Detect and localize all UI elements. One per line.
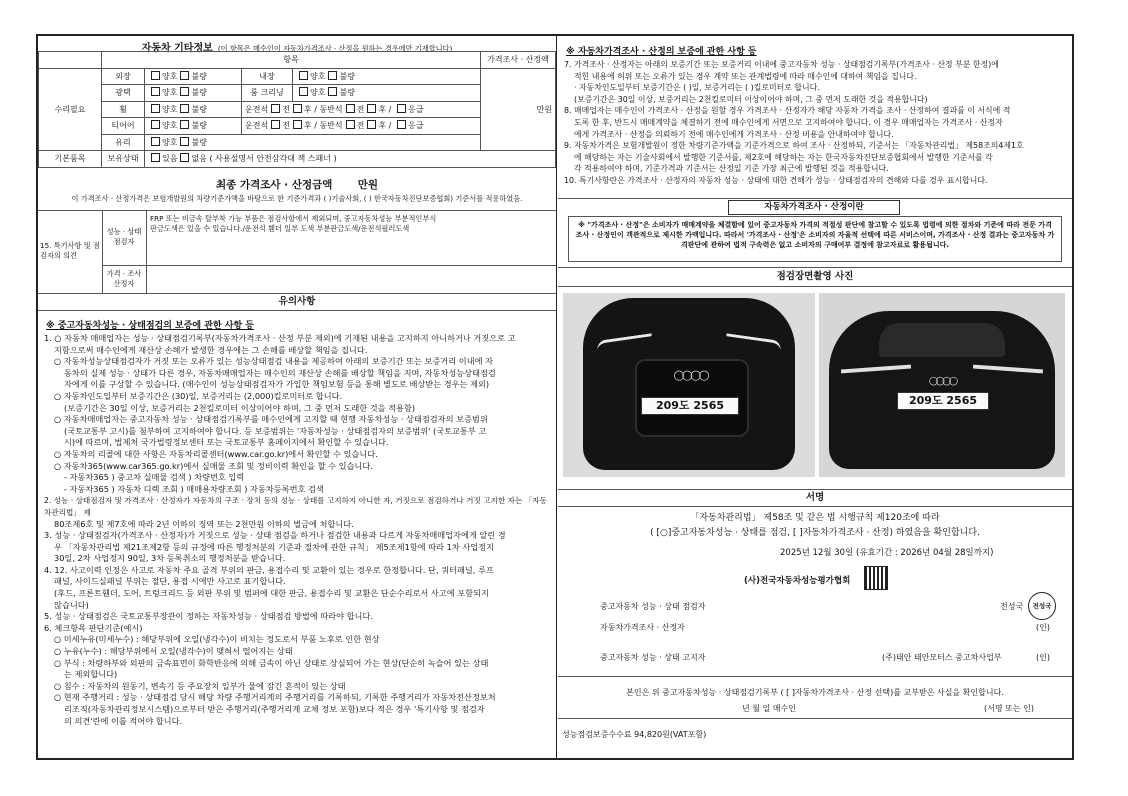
basic-has-text: 있음 (162, 154, 178, 164)
wheel-driver-front-checkbox[interactable] (271, 104, 280, 113)
sign-law-text: 「자동차관리법」 제58조 및 같은 법 시행규칙 제120조에 따라 (690, 513, 940, 523)
inspector-label: 중고자동차 성능 · 상태 점검자 (600, 602, 706, 611)
perf-inspector-text: FRP 또는 비금속 탈부착 가능 부품은 점검사항에서 제외되며, 중고자동차성능 부분적인부식 판금도색은 있을 수 있습니다./운전석 휀더 일부 도색 부분판금도색/운전석필러도색 (150, 214, 437, 233)
gloss-bad-checkbox[interactable] (180, 87, 189, 96)
seal-text: 전성국 (1032, 602, 1052, 610)
final-price-note: 이 가격조사 · 산정가격은 보험개발원의 차량기준가액을 바탕으로 한 기준가격과 ( )기술사회, ( ) 한국자동차진단보증협회) 기준서를 적용하였음. (71, 194, 523, 203)
wheel-bad-checkbox[interactable] (180, 104, 189, 113)
receipt-ack: 본인은 위 중고자동차성능 · 상태점검기록부 ( [ ]자동차가격조사 · 산정 선택)를 교부받은 사실을 확인합니다. (626, 688, 1004, 697)
good-text: 양호 (310, 71, 326, 81)
price-person-label: 자동차가격조사 · 산정자 (600, 623, 685, 632)
left-column (38, 36, 557, 758)
col-item-header: 항목 (102, 52, 481, 69)
audi-rings-icon: ○○○○ (928, 374, 956, 387)
other-info-note: (이 항목은 매수인이 자동차가격조사 · 산정을 원하는 경우에만 기재합니다) (217, 44, 453, 53)
basic-has-checkbox[interactable] (151, 153, 160, 162)
official-seal-icon (1028, 592, 1056, 620)
interior-bad-checkbox[interactable] (328, 71, 337, 80)
price-meaning-text: ※ "가격조사 · 산정"은 소비자가 매매계약을 체결함에 있어 중고자동차 가격의 적절성 판단에 참고할 수 있도록 법령에 의한 절차와 기준에 따라 전문 가격조사 · 산정인이 객관적으로 제시한 가액입니다. 따라서 '가격조사 · 산정'은 소비자의 자율적 선택에 따른 서비스이며, 가격조사 · 산정 결과는 중고자동차 가격판단에 관하여 법적 구속력은 없고 소비자의 구매여부 결정에 참고자료로 활용됩니다. (575, 221, 1055, 249)
inspection-photo-rear (819, 293, 1065, 477)
good-text: 양호 (162, 137, 178, 147)
interior-good-checkbox[interactable] (299, 71, 308, 80)
warranty-item: - 자동차365 ) 자동차 디렉 조회 ) 매매용차량조회 ) 자동차등록번호 검색 (64, 483, 324, 494)
price-person-seal: (인) (1036, 623, 1050, 632)
basic-items-label: 기본품목 (39, 151, 102, 168)
special-notes-block (38, 211, 556, 294)
warranty-item: ○ 자동차365(www.car365.go.kr)에서 실매물 조회 및 정비이력 확인을 할 수 있습니다. (54, 460, 373, 471)
wheel-driver-rear-checkbox[interactable] (293, 104, 302, 113)
warranty-item: - 자동차365 ) 중고차 실매물 검색 ) 차량번호 입력 (64, 472, 245, 483)
price-meaning-title: 자동차가격조사 · 산정이란 (728, 200, 900, 215)
driver-seat-text: 운전석 (245, 104, 269, 114)
warranty-item: ○ 자동차매매업자는 중고자동차 성능 · 상태점검기록부를 매수인에게 고지할 때 현행 자동차성능 · 상태점검자의 보증범위 (54, 414, 488, 425)
price-item: 9. 자동차가격은 보험개발원이 정한 차량기준가액을 기준가격으로 하여 조사 · 산정하되, 기준서는 「자동차관리법」 제58조의4제1호 (564, 141, 1024, 151)
price-item: · 자동차인도일부터 보증기간은 ( )일, 보증거리는 ( )킬로미터로 합니다. (574, 83, 820, 93)
receipt-sign: (서명 또는 인) (984, 704, 1034, 713)
wheel-pass-front-checkbox[interactable] (346, 104, 355, 113)
warranty-item: 1. ○ 자동차 매매업자는 성능 · 상태점검기록부(자동차가격조사 · 산정 부분 제외)에 기재된 내용을 고지하지 아니하거나 거짓으로 고 (44, 333, 516, 343)
rear-text: 후 (303, 121, 312, 131)
final-price-unit: 만원 (357, 179, 378, 191)
good-text: 양호 (310, 88, 326, 98)
warranty-item: 의 의견'란에 이를 적어야 합니다. (64, 715, 183, 726)
warranty-item: (보증기간은 30일 이상, 보증거리는 2천킬로미터 이상이어야 하며, 그 중 먼저 도래한 것을 적용함) (64, 402, 416, 413)
glass-bad-checkbox[interactable] (180, 137, 189, 146)
special-notes-label: 15. 특기사항 및 점검자의 의견 (40, 241, 100, 260)
exterior-label: 외장 (102, 68, 145, 85)
tire-label: 티어어 (102, 118, 145, 135)
rear-window (879, 323, 1005, 357)
right-column (558, 36, 1072, 758)
glass-good-checkbox[interactable] (151, 137, 160, 146)
bad-text: 불량 (339, 71, 355, 81)
wheel-pass-rear-checkbox[interactable] (367, 104, 376, 113)
warranty-item: 시)에 따르며, 법제처 국가법령정보센터 또는 국토교통부 홈페이지에서 확인할 수 있습니다. (64, 437, 389, 448)
perf-inspector-label: 성능 · 상태 점검자 (106, 227, 142, 246)
tire-pass-front-checkbox[interactable] (346, 120, 355, 129)
unit-manwon: 만원 (481, 68, 556, 151)
gloss-label: 광택 (102, 85, 145, 102)
other-info-table: 항목 가격조사 · 산정액 수리필요 외장 양호 불량 내장 양호 불량 만원 광택 양호 불량 룸 크리닝 양호 불량 휠 양호 불량 운전석 전 후 / 동반석 전 후 / 응급 티어어 양호 불량 운전석 전 후 / 동반석 전 후 / 응급 유리 양호 불량 기본품목 보유상태 있음 없음 ( 사용설명서 안전삼각대 잭 스패너 ) (38, 51, 556, 168)
tire-pass-rear-checkbox[interactable] (367, 120, 376, 129)
rear-text: 후 (378, 121, 387, 131)
room-clean-label: 룸 크리닝 (242, 85, 293, 102)
inspector-name: 전성국 (1000, 602, 1024, 611)
photo-title: 점검장면촬영 사진 (558, 267, 1072, 287)
signature-title: 서명 (558, 489, 1072, 507)
front-text: 전 (356, 104, 365, 114)
inspection-photo-front (563, 293, 815, 477)
price-meaning-box (568, 216, 1062, 262)
price-item: 적힌 내용에 허위 또는 오류가 있는 경우 계약 또는 관계법령에 따라 매수인에 대하여 책임을 집니다. (574, 71, 917, 81)
warranty-item: 자에게 이를 구상할 수 있습니다. (매수인이 성능상태점검자가 가입한 책임보험 등을 통해 별도로 배상받는 경우는 제외) (64, 379, 490, 390)
wheel-good-checkbox[interactable] (151, 104, 160, 113)
license-plate: 209도 2565 (897, 392, 989, 410)
warranty-item: 는 제외합니다) (64, 669, 118, 680)
warranty-item: 동차의 실제 성능 · 상태가 다른 경우, 자동차매매업자는 매수인의 재산상 손해를 배상할 책임을 지며, 자동차성능상태점검 (64, 367, 496, 378)
warranty-item: ○ 미세누유(미세누수) : 해당부위에 오일(냉각수)이 비치는 정도로서 부품 노후로 인한 현상 (54, 634, 380, 645)
tire-bad-checkbox[interactable] (180, 120, 189, 129)
warranty-item: 2. 성능 · 상태점검자 및 가격조사 · 산정자가 자동차의 구조 · 장치 등의 성능 · 상태를 고지하지 아니한 자, 거짓으로 점검하거나 거짓 고지한 자는 「자동차관리법」 제 (44, 496, 547, 517)
tire-driver-front-checkbox[interactable] (271, 120, 280, 129)
exterior-good-checkbox[interactable] (151, 71, 160, 80)
price-item: 7. 가격조사 · 산정자는 아래의 보증기간 또는 보증거리 이내에 중고자동차 성능 · 상태점검기록부(가격조사 · 산정 부분 한정)에 (564, 60, 999, 69)
room-bad-checkbox[interactable] (328, 87, 337, 96)
warranty-item: (후드, 프론트휀더, 도어, 트렁크리드 등 외판 부위 및 범퍼에 대한 판금, 용접수리 및 교환은 단순수리로서 사고에 포함되지 (54, 588, 489, 599)
warranty-item: 4. 12. 사고이력 인정은 사고로 자동차 주요 골격 부위의 판금, 용접수리 및 교환이 있는 경우로 한정합니다. 단, 쿼터패널, 루프 (44, 564, 494, 575)
warranty-item: 지함으로써 매수인에게 재산상 손해가 발생한 경우에는 그 손해를 배상할 책임을 집니다. (54, 344, 368, 355)
tire-driver-rear-checkbox[interactable] (293, 120, 302, 129)
col-price-header: 가격조사 · 산정액 (481, 52, 556, 69)
price-item: 각 적용하여야 하며, 기준가격과 기준서는 산정일 기준 가장 최근에 발행된 것을 적용합니다. (574, 164, 889, 174)
warranty-item: 우 「자동차관리법 제21조제2항 등의 규정에 따른 행정처분의 기준과 절차에 관한 규칙」 제5조제1항에 따라 1차 사업정지 (54, 541, 494, 552)
warranty-title: ※ 중고자동차성능 · 상태점검의 보증에 관한 사항 등 (46, 321, 254, 331)
notice-title: 유의사항 (38, 293, 556, 311)
good-text: 양호 (162, 71, 178, 81)
warranty-item: ○ 부식 : 차량하부와 외판의 금속표면이 화학반응에 의해 금속이 아닌 상태로 상실되어 가는 현상(단순히 녹슬어 있는 상태 (54, 657, 489, 668)
exterior-bad-checkbox[interactable] (180, 71, 189, 80)
warranty-item: 80조제6호 및 제7호에 따라 2년 이하의 징역 또는 2천만원 이하의 벌금에 처합니다. (54, 518, 354, 529)
warranty-item: 패널, 사이드실패널 부위는 절단, 용접 시에만 사고로 표기합니다. (54, 576, 286, 587)
warranty-item: ○ 자동차의 리콜에 대한 사항은 자동차리콜센터(www.car.go.kr)에서 확인할 수 있습니다. (54, 448, 378, 459)
driver-seat-text: 운전석 (245, 121, 269, 131)
room-good-checkbox[interactable] (299, 87, 308, 96)
bad-text: 불량 (191, 137, 207, 147)
sign-check-text: ( [○]중고자동차성능 · 상태를 점검, [ ]자동차가격조사 · 산정) 하였음을 확인합니다. (650, 528, 980, 538)
other-info-header (38, 36, 556, 52)
price-warranty-list (564, 59, 1066, 187)
inspection-fee: 성능점검보증수수료 94,820원(VAT포함) (562, 730, 707, 739)
warranty-item: ○ 자동차성능상태점검자가 거짓 또는 오류가 있는 성능상태점검 내용을 제공하여 아래의 보증기간 또는 보증거리 이내에 자 (54, 356, 494, 367)
repair-needed-label: 수리필요 (39, 68, 102, 151)
good-text: 양호 (162, 104, 178, 114)
audi-rings-icon: ○○○○ (673, 368, 707, 383)
warranty-item: ○ 현재 주행거리 : 성능 · 상태점검 당시 해당 차량 주행거리계의 주행거리를 기록하되, 기록한 주행거리가 자동차전산정보처 (54, 692, 496, 703)
warranty-item: ○ 자동차인도일부터 보증기간은 (30)일, 보증거리는 (2,000)킬로미터로 합니다. (54, 390, 343, 401)
basic-options-text: ( 사용설명서 안전삼각대 잭 스패너 ) (209, 154, 337, 164)
price-warranty-title: ※ 자동차가격조사 · 산정의 보증에 관한 사항 등 (566, 47, 757, 57)
warranty-item: 리조직(자동차관리정보시스템)으로부터 받은 주행거리(주행거리계 교체 정보 포함)보다 적은 경우 '특기사항 및 점검자 (64, 704, 485, 714)
wheel-label: 휠 (102, 101, 145, 118)
price-item: 도록 한 후, 반드시 매매계약을 체결하기 전에 매수인에게 서면으로 고지하여야 합니다. 이 경우 매매업자는 가격조사 · 산정자 (574, 117, 1003, 127)
bad-text: 불량 (191, 71, 207, 81)
association-name: (사)전국자동차성능평가협회 (744, 576, 851, 586)
wheel-emergency-checkbox[interactable] (397, 104, 406, 113)
warranty-item: 않습니다) (54, 599, 89, 610)
passenger-seat-text: 동반석 (319, 104, 343, 114)
notifier-name: (주)태안 태안모터스 중고차사업부 (882, 653, 1002, 662)
bad-text: 불량 (191, 121, 207, 131)
price-assessor-label: 가격 · 조사 산정자 (106, 269, 142, 288)
rear-text: 후 (303, 104, 312, 114)
price-item: 에 해당하는 자는 기술사회에서 발행한 기준서를, 제2호에 해당하는 자는 한국자동차진단보증협회에서 발행한 기준서를 각 (574, 152, 993, 162)
bad-text: 불량 (191, 104, 207, 114)
final-price-label: 최종 가격조사 · 산정금액 (216, 179, 333, 191)
glass-label: 유리 (102, 134, 145, 151)
warranty-item: 3. 성능 · 상태점검자(가격조사 · 산정자)가 거짓으로 성능 · 상태 점검을 하거나 점검한 내용과 다르게 자동차매매업자에게 알린 경 (44, 530, 506, 541)
emergency-text: 응급 (407, 121, 424, 131)
tire-emergency-checkbox[interactable] (397, 120, 406, 129)
bad-text: 불량 (191, 88, 207, 98)
basic-status-label: 보유상태 (102, 151, 145, 168)
warranty-item: ○ 누유(누수) : 해당부위에서 오일(냉각수)이 맺혀서 떨어지는 상태 (54, 646, 293, 657)
price-item: 에게 가격조사 · 산정을 의뢰하기 전에 매수인에게 가격조사 · 산정 비용을 안내하여야 합니다. (574, 129, 894, 139)
license-plate: 209도 2565 (641, 397, 739, 415)
warranty-item: 6. 체크항목 판단기준(예시) (44, 622, 143, 633)
interior-label: 내장 (242, 68, 293, 85)
gloss-good-checkbox[interactable] (151, 87, 160, 96)
sign-date: 2025년 12월 30일 (유효기간 : 2026년 04월 28일까지) (780, 548, 994, 558)
warranty-list (44, 333, 550, 727)
final-price-block (38, 174, 556, 211)
front-text: 전 (282, 121, 290, 131)
bad-text: 불량 (339, 88, 355, 98)
warranty-item: ○ 침수 : 자동차의 원동기, 변속기 등 주요장치 일부가 물에 잠긴 흔적이 있는 상태 (54, 680, 346, 691)
front-text: 전 (282, 104, 290, 114)
inspection-record-page (36, 34, 1074, 760)
price-item: 10. 특기사항란은 가격조사 · 산정자의 자동차 성능 · 상태에 대한 견해가 성능 · 상태점검자의 견해와 다를 경우 표시합니다. (564, 175, 988, 185)
tire-good-checkbox[interactable] (151, 120, 160, 129)
good-text: 양호 (162, 121, 178, 131)
qr-code-icon (864, 566, 888, 590)
warranty-item: (국토교통부 고시)를 첨부하여 고지하여야 합니다. 등 보증범위는 '자동차성능 · 상태점검자의 보증범위' (국토교통부 고 (64, 425, 487, 436)
warranty-item: 30일, 2차 사업정지 90일, 3차 등록취소의 행정처분을 받습니다. (54, 553, 286, 564)
warranty-item: 5. 성능 · 상태점검은 국토교통부장관이 정하는 자동차성능 · 상태점검 방법에 따라야 합니다. (44, 611, 373, 622)
rear-text: 후 (378, 104, 387, 114)
emergency-text: 응급 (407, 104, 424, 114)
price-item: (보증기간은 30일 이상, 보증거리는 2천킬로미터 이상이어야 하며, 그 중 먼저 도래한 것을 적용합니다) (574, 94, 928, 104)
notifier-seal: (인) (1036, 653, 1050, 662)
receipt-date-line: 년 월 일 매수인 (742, 704, 796, 713)
notifier-label: 중고자동차 성능 · 상태 고지자 (600, 653, 706, 662)
price-item: 8. 매매업자는 매수인이 가격조사 · 산정을 원할 경우 가격조사 · 산정자가 해당 자동차 가격을 조사 · 산정하여 결과를 이 서식에 적 (564, 106, 1011, 116)
good-text: 양호 (162, 88, 178, 98)
front-text: 전 (356, 121, 365, 131)
other-info-title: 자동차 기타정보 (141, 43, 213, 54)
passenger-seat-text: 동반석 (319, 121, 343, 131)
basic-none-text: 없음 (191, 154, 207, 164)
basic-none-checkbox[interactable] (180, 153, 189, 162)
